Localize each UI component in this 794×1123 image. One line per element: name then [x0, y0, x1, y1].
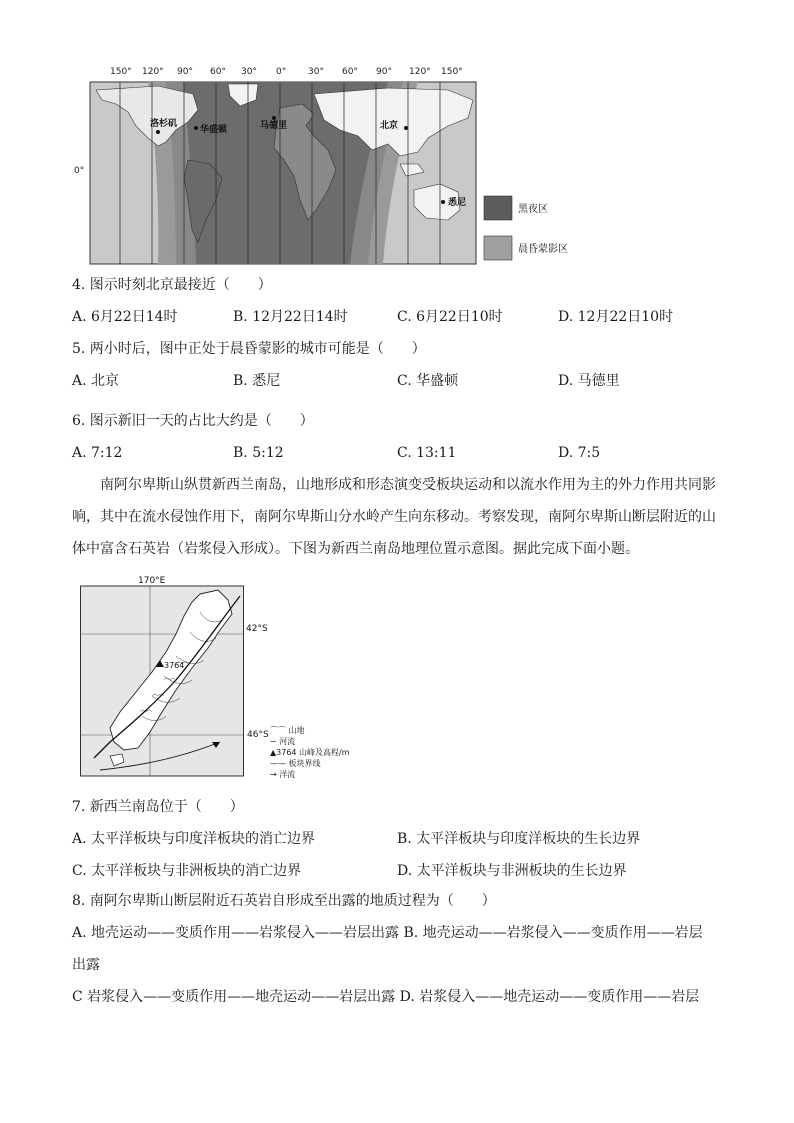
city-sydney: 悉尼 [448, 198, 467, 208]
q6-option-d[interactable]: D. 7:5 [558, 445, 601, 461]
legend-river-icon: ∼ [270, 737, 280, 746]
lon-label: 120° [409, 67, 431, 77]
peak-elevation: 3764 [164, 661, 185, 670]
legend-boundary-icon: —— [270, 759, 289, 768]
lon-label: 60° [342, 67, 358, 77]
lon-label: 150° [441, 67, 463, 77]
q7-option-d[interactable]: D. 太平洋板块与非洲板块的生长边界 [397, 863, 627, 879]
q4-option-c[interactable]: C. 6月22日10时 [397, 309, 503, 325]
city-los-angeles: 洛杉矶 [150, 119, 178, 129]
legend-mountain: 山地 [288, 726, 305, 735]
lon-label: 60° [210, 67, 226, 77]
lon-label: 30° [241, 67, 257, 77]
q6-option-a[interactable]: A. 7:12 [72, 445, 123, 461]
q5-option-a[interactable]: A. 北京 [72, 373, 120, 389]
question-8-stem: 8. 南阿尔卑斯山断层附近石英岩自形成至出露的地质过程为（ ） [72, 893, 496, 909]
question-5-stem: 5. 两小时后，图中正处于晨昏蒙影的城市可能是（ ） [72, 341, 426, 357]
passage-line-3: 体中富含石英岩（岩浆侵入形成）。下图为新西兰南岛地理位置示意图。据此完成下面小题。 [72, 541, 639, 557]
lat-42s-label: 42°S [246, 624, 268, 634]
legend-current-icon: → [270, 770, 280, 779]
q5-option-d[interactable]: D. 马德里 [558, 373, 620, 389]
q8-options-line-3[interactable]: C 岩浆侵入——变质作用——地壳运动——岩层出露 D. 岩浆侵入——地壳运动——变质作用——岩层 [72, 989, 700, 1005]
legend-night: 黑夜区 [518, 204, 548, 215]
passage-line-2: 响，其中在流水侵蚀作用下，南阿尔卑斯山分水岭产生向东移动。考察发现，南阿尔卑斯山断层附近的山 [72, 509, 716, 525]
q4-option-d[interactable]: D. 12月22日10时 [558, 309, 674, 325]
equator-label: 0° [74, 166, 85, 176]
q5-option-b[interactable]: B. 悉尼 [233, 373, 281, 389]
legend-river: 河流 [279, 737, 296, 746]
q8-options-line-2: 出露 [72, 957, 100, 973]
legend-twilight: 晨昏蒙影区 [518, 244, 568, 255]
legend-peak-icon: ▲ [270, 748, 277, 757]
question-7-stem: 7. 新西兰南岛位于（ ） [72, 799, 244, 815]
lat-46s-label: 46°S [247, 730, 269, 740]
q6-option-c[interactable]: C. 13:11 [397, 445, 457, 461]
lon-label: 120° [142, 67, 164, 77]
q8-options-line-1[interactable]: A. 地壳运动——变质作用——岩浆侵入——岩层出露 B. 地壳运动——岩浆侵入——变质作用——岩层 [72, 925, 703, 941]
q4-option-b[interactable]: B. 12月22日14时 [233, 309, 348, 325]
lon-label: 30° [308, 67, 324, 77]
legend-peak: 3764 山峰及高程/m [276, 748, 350, 757]
legend-boundary: 板块界线 [288, 759, 321, 768]
lon-label: 150° [110, 67, 132, 77]
q5-option-c[interactable]: C. 华盛顿 [397, 373, 459, 389]
q7-option-b[interactable]: B. 太平洋板块与印度洋板块的生长边界 [397, 831, 641, 847]
question-4-stem: 4. 图示时刻北京最接近（ ） [72, 277, 272, 293]
city-madrid: 马德里 [260, 121, 288, 131]
legend-current: 洋流 [279, 770, 296, 779]
world-daynight-map [74, 60, 608, 270]
passage-line-1: 南阿尔卑斯山纵贯新西兰南岛，山地形成和形态演变受板块运动和以流水作用为主的外力作用共同影 [100, 477, 716, 493]
lon-label: 90° [177, 67, 193, 77]
lon-label: 90° [376, 67, 392, 77]
world-map-svg [74, 60, 608, 270]
lon-label: 0° [276, 67, 287, 77]
question-6-stem: 6. 图示新旧一天的占比大约是（ ） [72, 413, 314, 429]
q7-option-c[interactable]: C. 太平洋板块与非洲板块的消亡边界 [72, 863, 302, 879]
q4-option-a[interactable]: A. 6月22日14时 [72, 309, 178, 325]
city-beijing: 北京 [380, 121, 399, 131]
city-washington: 华盛顿 [200, 125, 228, 135]
legend-mountain-icon: ⌒⌒ [270, 726, 289, 735]
q7-option-a[interactable]: A. 太平洋板块与印度洋板块的消亡边界 [72, 831, 316, 847]
q6-option-b[interactable]: B. 5:12 [233, 445, 284, 461]
nz-map-legend [270, 725, 370, 780]
lon-170e-label: 170°E [138, 576, 166, 586]
